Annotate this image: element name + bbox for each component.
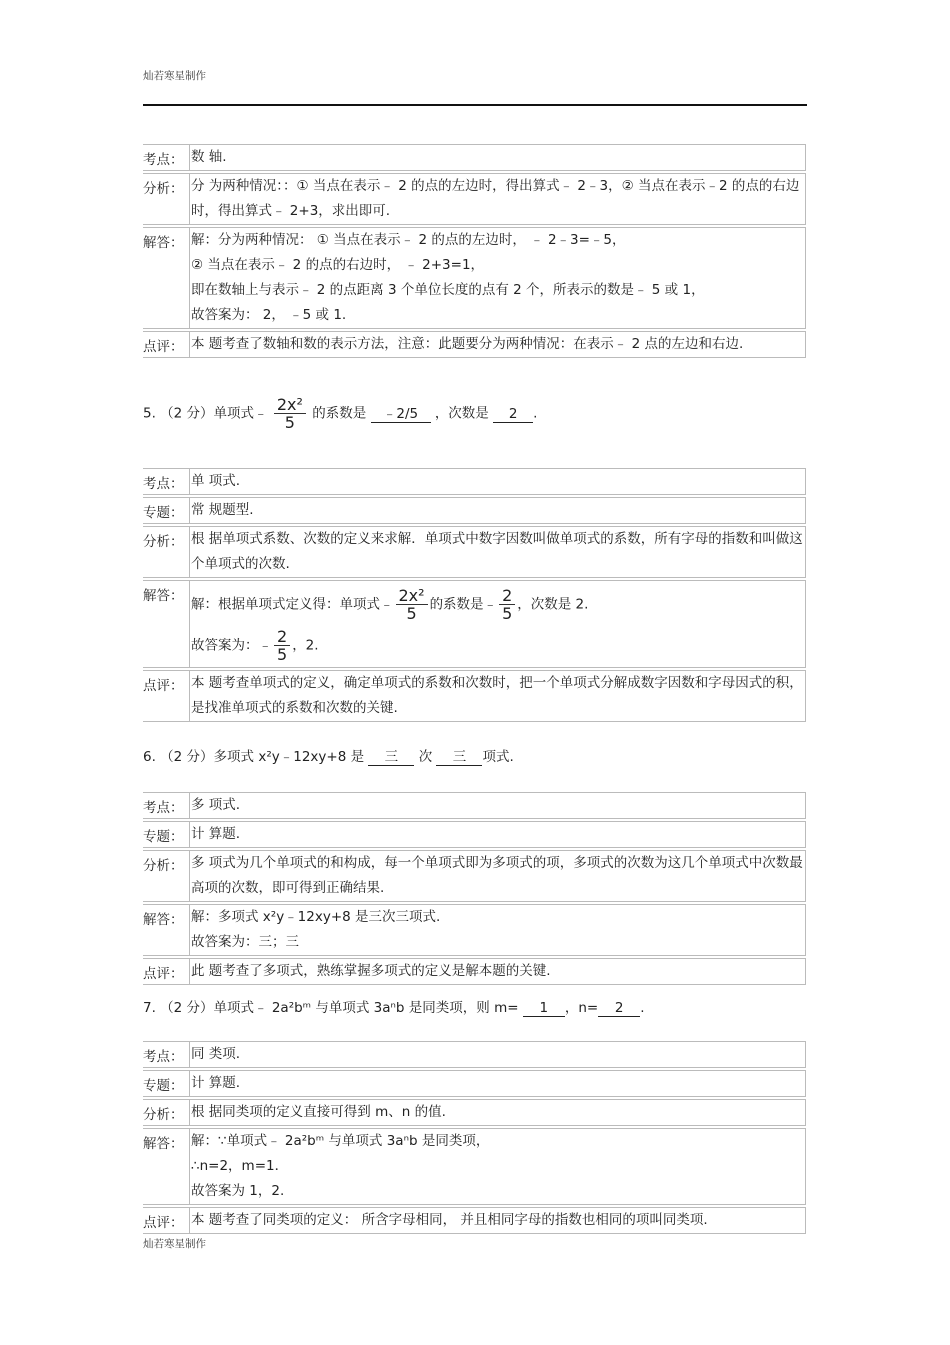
q7-dianping: 点评： 本 题考查了同类项的定义： 所含字母相同， 并且相同字母的指数也相同的项叫同类项. <box>143 1207 806 1234</box>
q4-solution <box>143 144 806 360</box>
q6-kaodian: 考点： 多 项式. <box>143 792 806 819</box>
q4-fenxi: 分析： 分 为两种情况：：① 当点在表示﹣ 2 的点的左边时，得出算式﹣ 2﹣3，② 当点在表示﹣2 的点的右边时，得出算式﹣ 2+3，求出即可. <box>143 173 806 225</box>
q7-answer-n: 2 <box>598 1000 640 1017</box>
q6-solution <box>143 792 806 987</box>
q7-fenxi: 分析： 根 据同类项的定义直接可得到 m、n 的值. <box>143 1099 806 1126</box>
header-rule <box>143 104 807 106</box>
q4-dianping: 点评： 本 题考查了数轴和数的表示方法，注意：此题要分为两种情况：在表示﹣ 2 点的左边和右边. <box>143 331 806 358</box>
q5-fraction: $\frac{\text{2x²}}{5}$ <box>274 396 306 431</box>
q4-kaodian: 考点： 数 轴. <box>143 144 806 171</box>
q7-zhuanti: 专题： 计 算题. <box>143 1070 806 1097</box>
q6-dianping: 点评： 此 题考查了多项式，熟练掌握多项式的定义是解本题的关键. <box>143 958 806 985</box>
q7-solution <box>143 1041 806 1236</box>
q6-fenxi: 分析： 多 项式为几个单项式的和构成，每一个单项式即为多项式的项，多项式的次数为这几个单项式中次数最高项的次数，即可得到正确结果. <box>143 850 806 902</box>
q5-fenxi: 分析： 根 据单项式系数、次数的定义来求解．单项式中数字因数叫做单项式的系数，所有字母的指数和叫做这个单项式的次数. <box>143 526 806 578</box>
q5-answer-degree: 2 <box>493 406 533 423</box>
q5-answer-coefficient: ﹣2/5 <box>371 402 431 423</box>
q5-jieda: 解答： 解：根据单项式定义得：单项式﹣ $\frac{\text{2x²}}{5}$ 的系数是﹣ $\frac{2}{5}$ ，次数是 2. 故答案为：﹣ $\frac{2}{5}$ ，2. <box>143 580 806 668</box>
q5-dianping: 点评： 本 题考查单项式的定义，确定单项式的系数和次数时，把一个单项式分解成数字因数和字母因式的积，是找准单项式的系数和次数的关键. <box>143 670 806 722</box>
q5-kaodian: 考点： 单 项式. <box>143 468 806 495</box>
q6-zhuanti: 专题： 计 算题. <box>143 821 806 848</box>
q7-answer-m: 1 <box>523 1000 565 1017</box>
q6-question: 6. （2 分）多项式 x²y﹣12xy+8 是 三 次 三 项式. <box>143 745 514 766</box>
q4-jieda: 解答： 解：分为两种情况： ① 当点在表示﹣ 2 的点的左边时， ﹣ 2﹣3=﹣5， ② 当点在表示﹣ 2 的点的右边时， ﹣ 2+3=1， 即在数轴上与表示﹣ 2 的点距离 3 个单位长度的点有 2 个，所表示的数是﹣ 5 或 1， 故答案为： 2， ﹣5 或 1. <box>143 227 806 329</box>
q6-answer-2: 三 <box>436 745 482 766</box>
q7-kaodian: 考点： 同 类项. <box>143 1041 806 1068</box>
q6-answer-1: 三 <box>368 745 414 766</box>
q6-jieda: 解答： 解：多项式 x²y﹣12xy+8 是三次三项式. 故答案为：三；三 <box>143 904 806 956</box>
q7-jieda: 解答： 解：∵单项式﹣ 2a²bᵐ 与单项式 3aⁿb 是同类项， ∴n=2，m=1． 故答案为 1，2. <box>143 1128 806 1205</box>
q5-question: 5. （2 分）单项式﹣ $\frac{\text{2x²}}{5}$ 的系数是 ﹣2/5 ，次数是 2 . <box>143 395 538 432</box>
page-footer: 灿若寒星制作 <box>143 1238 206 1250</box>
q5-solution <box>143 468 806 724</box>
q7-question: 7. （2 分）单项式﹣ 2a²bᵐ 与单项式 3aⁿb 是同类项，则 m= 1 ，n= 2 . <box>143 1000 645 1016</box>
page-header: 灿若寒星制作 <box>143 70 206 82</box>
q5-zhuanti: 专题： 常 规题型. <box>143 497 806 524</box>
